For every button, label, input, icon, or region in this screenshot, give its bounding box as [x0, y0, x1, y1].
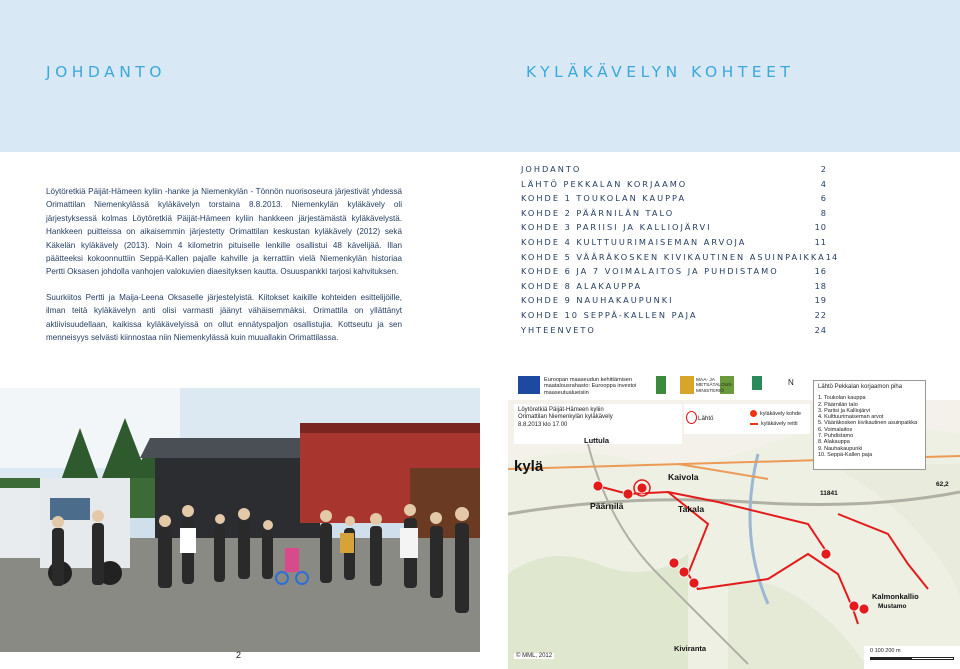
route-map: [508, 374, 960, 669]
place-label: kylä: [514, 458, 544, 475]
start-circle-icon: [686, 411, 697, 424]
group-photo: [0, 388, 480, 652]
map-legend: [684, 404, 810, 434]
toc-row[interactable]: [521, 295, 827, 310]
place-label: Kiviranta: [674, 644, 707, 653]
site-list-item: 9. Nauhakaupunki: [818, 445, 863, 452]
toc-label: LÄHTÖ PEKKALAN KORJAAMO: [521, 178, 688, 189]
info-line: 8.8.2013 klo 17.00: [518, 421, 568, 428]
north-arrow-icon: N: [788, 378, 794, 387]
route-line-icon: [750, 423, 758, 425]
toc-page: 2: [820, 164, 827, 174]
toc-row[interactable]: [521, 179, 827, 194]
toc-label: KOHDE 1 TOUKOLAN KAUPPA: [521, 193, 687, 204]
section-title-johdanto: JOHDANTO: [46, 63, 166, 81]
intro-paragraph-2: Suurkiitos Pertti ja Maija-Leena Oksaselle järjestelyistä. Kiitokset kaikille kohteiden esittelijöille, ilman teitä kyläkävelyn anti olisi varmasti jäänyt vähäisemmäksi. Orimattila on yllättänyt aktiivisuudellaan, kaikissa kyläkävelyissä on ollut ennätyspaljon osallistujia. Kottseutu ja sen menneisyys selvästi kiinnostaa niin Niemenkylässä kuin muuallakin Orimattilassa.: [46, 293, 402, 343]
elevation-label: 62,2: [936, 481, 949, 488]
toc-row[interactable]: [521, 310, 827, 325]
site-list-title: Lähtö Pekkalan korjaamon piha: [818, 384, 903, 390]
toc-label: YHTEENVETO: [521, 324, 596, 335]
table-of-contents: [521, 164, 839, 339]
legend-route-label: kyläkävely reitti: [761, 421, 798, 427]
toc-row[interactable]: [521, 237, 827, 252]
toc-row[interactable]: [521, 281, 827, 296]
place-label: Kalmonkallio: [872, 592, 919, 601]
toc-page: 4: [820, 178, 827, 189]
page-number: 2: [236, 650, 242, 660]
toc-page: 10: [814, 222, 827, 233]
site-list-item: 3. Pariisi ja Kalliojärvi: [818, 407, 870, 414]
place-label: Luttula: [584, 436, 609, 445]
legend-start-label: Lähtö: [698, 415, 714, 422]
toc-row[interactable]: [521, 208, 827, 223]
red-dot-icon: [750, 410, 757, 417]
place-label: Takala: [678, 504, 705, 514]
toc-label: KOHDE 4 KULTTUURIMAISEMAN ARVOJA: [521, 236, 747, 247]
group-photo-illustration: [0, 388, 480, 652]
info-line: Orimattilan Niemenkylän kyläkävely: [518, 414, 613, 421]
site-list-item: 7. Puhdistamo: [818, 433, 854, 440]
section-title-kohteet: KYLÄKÄVELYN KOHTEET: [526, 63, 795, 81]
place-label: Mustamo: [878, 603, 907, 610]
site-list-item: 10. Seppä-Kallen paja: [818, 451, 873, 458]
site-list-item: 1. Toukolan kauppa: [818, 395, 866, 402]
place-label: Päärnilä: [590, 501, 624, 511]
site-list-item: 8. Alakauppa: [818, 439, 850, 446]
toc-page: 8: [820, 207, 827, 218]
info-line: Löytöretkiä Päijät-Hämeen kyliin: [518, 407, 604, 413]
scale-labels: 0 100 200 m: [870, 648, 901, 654]
site-list-item: 6. Voimalaitos: [818, 426, 853, 433]
toc-label: KOHDE 6 JA 7 VOIMALAITOS JA PUHDISTAMO: [521, 266, 779, 277]
toc-page: 6: [820, 193, 827, 204]
toc-row[interactable]: [521, 222, 827, 237]
toc-row[interactable]: [521, 251, 839, 267]
toc-page: 14: [825, 251, 839, 262]
toc-page: 18: [814, 280, 827, 291]
site-list-item: 2. Päärnilän talo: [818, 401, 858, 408]
toc-row[interactable]: [521, 164, 827, 179]
toc-label: KOHDE 10 SEPPÄ-KALLEN PAJA: [521, 309, 698, 320]
legend-site-label: kyläkävely kohde: [760, 410, 802, 417]
toc-page: 19: [814, 295, 827, 306]
toc-row[interactable]: [521, 193, 827, 208]
toc-label: KOHDE 9 NAUHAKAUPUNKI: [521, 295, 674, 306]
toc-label: KOHDE 8 ALAKAUPPA: [521, 280, 643, 291]
place-label: Kaivola: [668, 472, 699, 482]
site-list-item: 5. Vääräkosken kivikautinen asuinpaikka: [818, 420, 918, 427]
toc-label: KOHDE 5 VÄÄRÄKOSKEN KIVIKAUTINEN ASUINPAIKKA: [521, 251, 826, 262]
toc-label: JOHDANTO: [521, 164, 582, 174]
toc-label: KOHDE 3 PARIISI JA KALLIOJÄRVI: [521, 222, 712, 233]
site-list: [813, 380, 926, 470]
toc-row[interactable]: [521, 266, 827, 281]
toc-page: 22: [814, 309, 827, 320]
toc-page: 11: [814, 236, 827, 247]
legend-site: [750, 410, 801, 417]
eu-logo-text: Euroopan maaseudun kehittämisen maatalousrahasto: Eurooppa investoi maaseutualueisiin: [544, 377, 637, 396]
toc-page: 16: [814, 266, 827, 277]
map-copyright: © MML, 2012: [516, 653, 553, 659]
toc-row[interactable]: [521, 325, 827, 340]
site-list-item: 4. Kulttuurimaiseman arvot: [818, 414, 884, 421]
toc-page: 24: [814, 324, 827, 335]
toc-label: KOHDE 2 PÄÄRNILÄN TALO: [521, 207, 675, 218]
ministry-logo-text: MAA- JA METSÄTALOUS-MINISTERIÖ: [696, 378, 733, 394]
intro-paragraph-1: Löytöretkiä Päijät-Hämeen kyliin -hanke ja Niemenkylän - Tönnön nuorisoseura järjestivät yhdessä Orimattilan Niemenkylässä kyläkävelyn torstaina 8.8.2013. Niemenkylän kyläkävely oli järjestyksessä kolmas Löytöretkiä Päijät-Hämeen kyliin hankkeen järjestämästä kyläkävelystä. Hankkeen puitteissa on aikaisemmin järjestetty Orimattilan keskustan kyläkävely (2012) sekä Käkelän kyläkävely (2013). Noin 4 kilometrin pituiselle lenkille osallistui 48 kävelijää. Illan päätteeksi kokoonnuttiin Seppä-Kallen pajalle kahville ja kerrattiin vielä Niemenkylän historiaa Pertti Oksasen johdolla vanhojen valokuvien diaesityksen kautta. Osuuspankki tarjosi kahvituksen.: [46, 187, 402, 277]
elevation-label: 11841: [820, 490, 838, 497]
scale-bar: [870, 657, 954, 660]
legend-route: [750, 421, 798, 427]
